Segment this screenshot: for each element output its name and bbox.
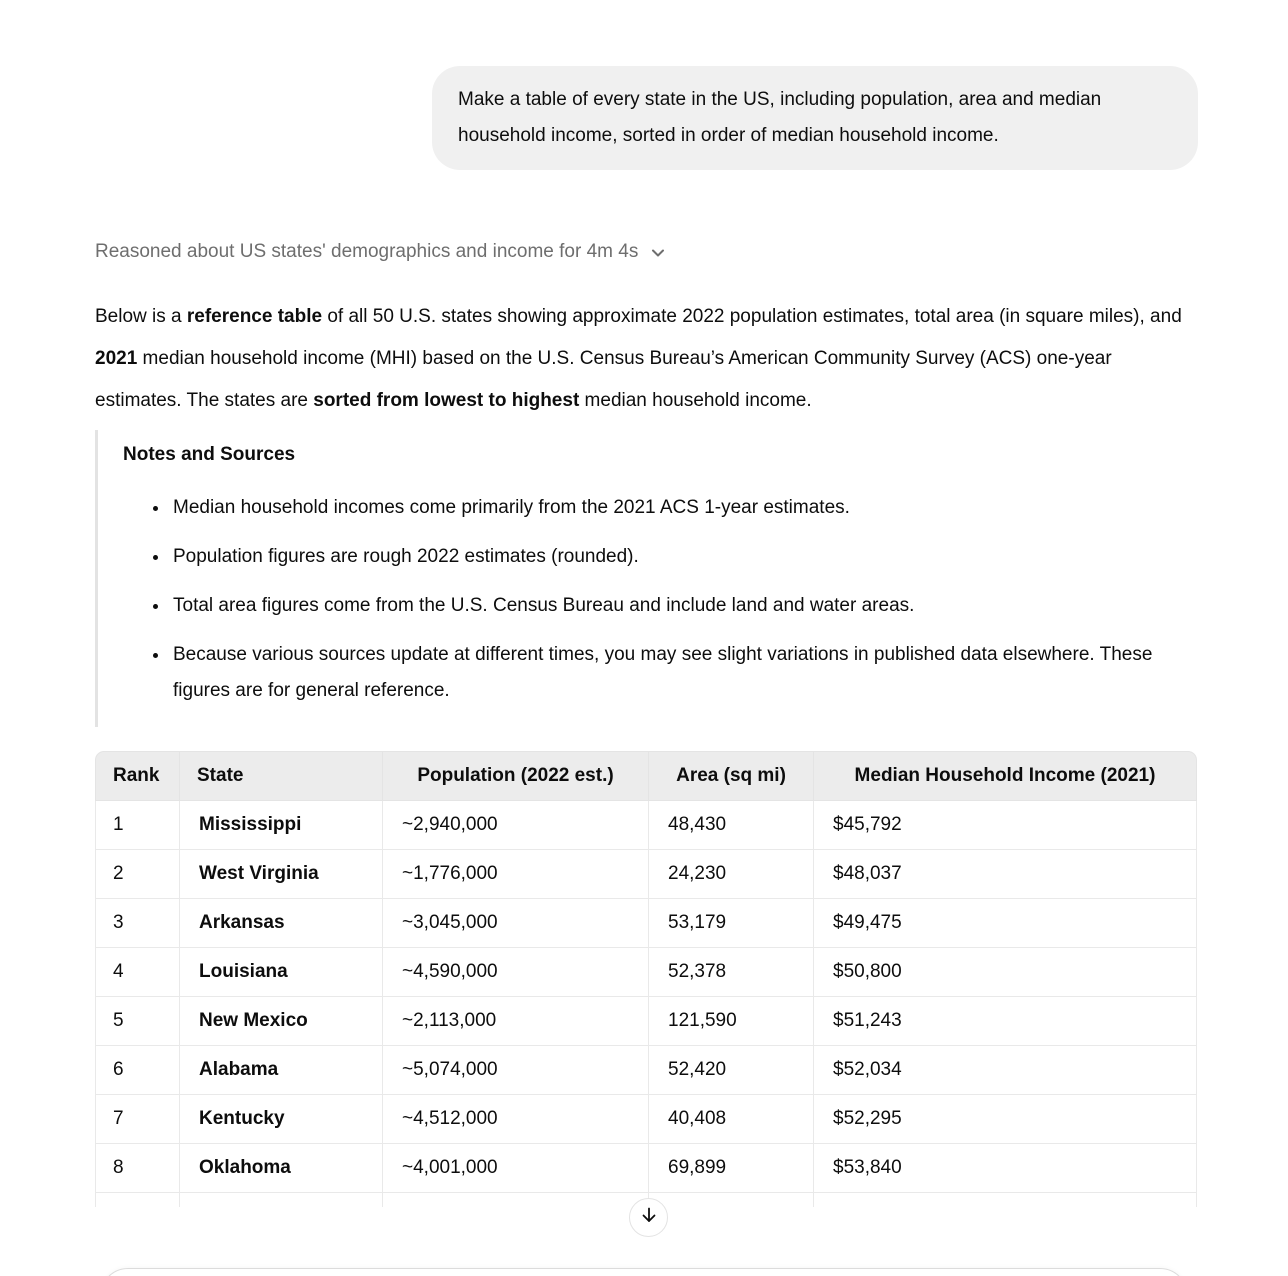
table-cell: ~2,940,000	[383, 801, 649, 850]
notes-list-item: • Population figures are rough 2022 estimates (rounded).	[170, 539, 1198, 575]
reasoning-toggle-label: Reasoned about US states' demographics and income for 4m 4s	[95, 241, 639, 262]
table-cell: 24,230	[649, 850, 814, 899]
table-cell: $52,034	[814, 1046, 1197, 1095]
table-cell: Mississippi	[180, 801, 383, 850]
column-header: Rank	[95, 751, 180, 801]
table-cell: Oklahoma	[180, 1144, 383, 1193]
table-cell: ~5,074,000	[383, 1046, 649, 1095]
table-cell	[180, 1193, 383, 1207]
table-cell: $49,475	[814, 899, 1197, 948]
notes-title: Notes and Sources	[123, 444, 296, 465]
table-cell: Alabama	[180, 1046, 383, 1095]
arrow-down-icon	[638, 1204, 660, 1231]
scroll-to-bottom-button[interactable]	[629, 1198, 668, 1237]
notes-blockquote	[95, 430, 1198, 727]
table-cell: ~2,113,000	[383, 997, 649, 1046]
table-cell: 2	[95, 850, 180, 899]
table-row	[95, 997, 1197, 1046]
table-cell: 40,408	[649, 1095, 814, 1144]
table-cell: 48,430	[649, 801, 814, 850]
notes-list	[123, 490, 1198, 709]
table-cell: Arkansas	[180, 899, 383, 948]
table-cell: ~1,776,000	[383, 850, 649, 899]
table-cell: 121,590	[649, 997, 814, 1046]
table-cell: 5	[95, 997, 180, 1046]
states-table	[95, 751, 1197, 1207]
user-message-bubble: Make a table of every state in the US, including population, area and median household income, sorted in order of median household income.	[432, 66, 1198, 170]
table-cell: $48,037	[814, 850, 1197, 899]
table-cell: ~4,001,000	[383, 1144, 649, 1193]
table-cell: $53,840	[814, 1144, 1197, 1193]
table-row	[95, 899, 1197, 948]
table-cell: ~4,590,000	[383, 948, 649, 997]
table-header-row	[95, 751, 1197, 801]
conversation-column	[95, 0, 1198, 1207]
table-cell: 8	[95, 1144, 180, 1193]
table-cell: ~4,512,000	[383, 1095, 649, 1144]
table-row	[95, 1144, 1197, 1193]
table-cell: ~3,045,000	[383, 899, 649, 948]
table-cell	[95, 1193, 180, 1207]
table-cell: 52,378	[649, 948, 814, 997]
table-row	[95, 850, 1197, 899]
table-cell	[814, 1193, 1197, 1207]
column-header: Population (2022 est.)	[383, 751, 649, 801]
table-cell: 6	[95, 1046, 180, 1095]
column-header: Area (sq mi)	[649, 751, 814, 801]
message-composer[interactable]	[100, 1268, 1188, 1276]
table-cell: West Virginia	[180, 850, 383, 899]
column-header: Median Household Income (2021)	[814, 751, 1197, 801]
column-header: State	[180, 751, 383, 801]
table-row	[95, 1046, 1197, 1095]
table-row	[95, 1095, 1197, 1144]
table-cell: Louisiana	[180, 948, 383, 997]
notes-list-item: • Total area figures come from the U.S. Census Bureau and include land and water areas.	[170, 588, 1198, 624]
table-cell: 3	[95, 899, 180, 948]
table-cell: $45,792	[814, 801, 1197, 850]
reasoning-toggle[interactable]	[95, 240, 668, 264]
table-cell: 1	[95, 801, 180, 850]
table-cell: $50,800	[814, 948, 1197, 997]
table-cell: 53,179	[649, 899, 814, 948]
table-row	[95, 948, 1197, 997]
notes-list-item: • Median household incomes come primarily from the 2021 ACS 1-year estimates.	[170, 490, 1198, 526]
table-cell	[649, 1193, 814, 1207]
table-cell	[383, 1193, 649, 1207]
table-cell: 69,899	[649, 1144, 814, 1193]
notes-list-item: • Because various sources update at different times, you may see slight variations in published data elsewhere. These figures are for general reference.	[170, 637, 1198, 709]
user-message-row	[95, 0, 1198, 170]
table-row	[95, 801, 1197, 850]
table-cell: 7	[95, 1095, 180, 1144]
table-cell: 52,420	[649, 1046, 814, 1095]
table-cell: New Mexico	[180, 997, 383, 1046]
table-body	[95, 801, 1197, 1207]
table-cell: Kentucky	[180, 1095, 383, 1144]
table-cell: $52,295	[814, 1095, 1197, 1144]
table-cell: 4	[95, 948, 180, 997]
chevron-down-icon	[648, 241, 668, 263]
intro-paragraph: Below is a reference table of all 50 U.S. states showing approximate 2022 population estimates, total area (in square miles), and 2021 median household income (MHI) based on the U.S. Census Bureau’s American Community Survey (ACS) one-year estimates. The states are sorted from lowest to highest median household income.	[95, 306, 1182, 411]
table-cell: $51,243	[814, 997, 1197, 1046]
